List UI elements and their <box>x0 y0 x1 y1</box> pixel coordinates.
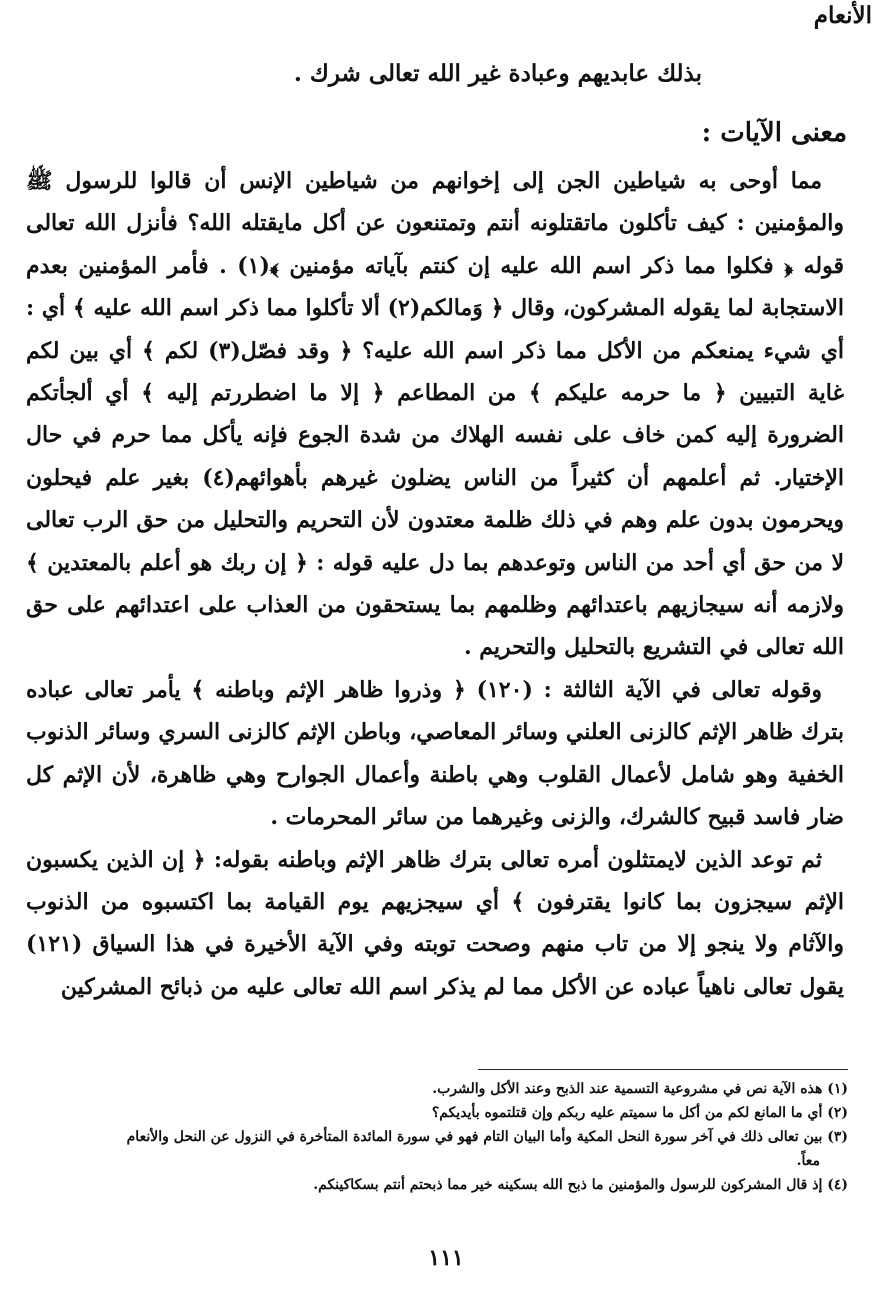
footnote: (٤) إذ قال المشركون للرسول والمؤمنين ما ذبح الله بسكينه خير مما ذبحتم أنتم بسكاكينكم. <box>313 1177 848 1193</box>
footnote: (٣) بين تعالى ذلك في آخر سورة النحل المكية وأما البيان التام فهو في سورة المائدة المتأخرة في النزول عن النحل والأنعام <box>126 1129 848 1145</box>
footnote: (١) هذه الآية نص في مشروعية التسمية عند الذبح وعند الأكل والشرب. <box>432 1081 848 1097</box>
paragraph: ثم توعد الذين لايمتثلون أمره تعالى بترك ظاهر الإثم وباطنه بقوله: ﴿ إن الذين يكسبون الإثم سيجزون بما كانوا يقترفون ﴾ أي سيجزيهم يوم القيامة بما اكتسبوه من الذنوب والآثام ولا ينجو إلا من تاب منهم وصحت توبته وفي الآية الأخيرة في هذا السياق (١٢١) يقول تعالى ناهياً عباده عن الأكل مما لم يذكر اسم الله تعالى عليه من ذبائح المشركين <box>26 846 845 1000</box>
page-number: ١١١ <box>428 1245 464 1271</box>
footnote-continuation: معاً. <box>796 1153 820 1169</box>
intro-line: بذلك عابديهم وعبادة غير الله تعالى شرك . <box>293 60 702 87</box>
running-header: الأنعام <box>813 2 872 29</box>
paragraph: وقوله تعالى في الآية الثالثة : (١٢٠) ﴿ وذروا ظاهر الإثم وباطنه ﴾ يأمر تعالى عباده بترك ظاهر الإثم كالزنى العلني وسائر المعاصي، وباطن الإثم كالزنى السري وسائر الذنوب الخفية وهو شامل لأعمال القلوب وهي باطنة وأعمال الجوارح وهي ظاهرة، لأن الإثم كل ضار فاسد قبيح كالشرك، والزنى وغيرهما من سائر المحرمات . <box>26 676 844 831</box>
footnote: (٢) أي ما المانع لكم من أكل ما سميتم عليه ربكم وإن قتلتموه بأيديكم؟ <box>431 1105 848 1121</box>
paragraph: مما أوحى به شياطين الجن إلى إخوانهم من شياطين الإنس أن قالوا للرسول ﷺ والمؤمنين : كيف تأكلون ماتقتلونه أنتم وتمتنعون عن أكل مايقتله الله؟ فأنزل الله تعالى قوله ﴿ فكلوا مما ذكر اسم الله عليه إن كنتم بآياته مؤمنين ﴾(١) . فأمر المؤمنين بعدم الاستجابة لما يقوله المشركون، وقال ﴿ وَمالكم(٢) ألا تأكلوا مما ذكر اسم الله عليه ﴾ أي : أي شيء يمنعكم من الأكل مما ذكر اسم الله عليه؟ ﴿ وقد فصّل(٣) لكم ﴾ أي بين لكم غاية التبيين ﴿ ما حرمه عليكم ﴾ من المطاعم ﴿ إلا ما اضطررتم إليه ﴾ أي ألجأتكم الضرورة إليه كمن خاف على نفسه الهلاك من شدة الجوع فإنه يأكل مما حرم في حال الإختيار. ثم أعلمهم أن كثيراً من الناس يضلون غيرهم بأهوائهم(٤) بغير علم فيحلون ويحرمون بدون علم وهم في ذلك ظلمة معتدون لأن التحريم والتحليل من حق الرب تعالى لا من حق أي أحد من الناس وتوعدهم بما دل عليه قوله : ﴿ إن ربك هو أعلم بالمعتدين ﴾ ولازمه أنه سيجازيهم باعتدائهم وظلمهم بما يستحقون من العذاب على اعتدائهم على حق الله تعالى في التشريع بالتحليل والتحريم . <box>26 168 844 661</box>
section-heading: معنى الآيات : <box>701 118 847 148</box>
footnotes <box>58 1077 848 1197</box>
main-text <box>26 160 844 1008</box>
footnote-divider <box>478 1069 848 1070</box>
